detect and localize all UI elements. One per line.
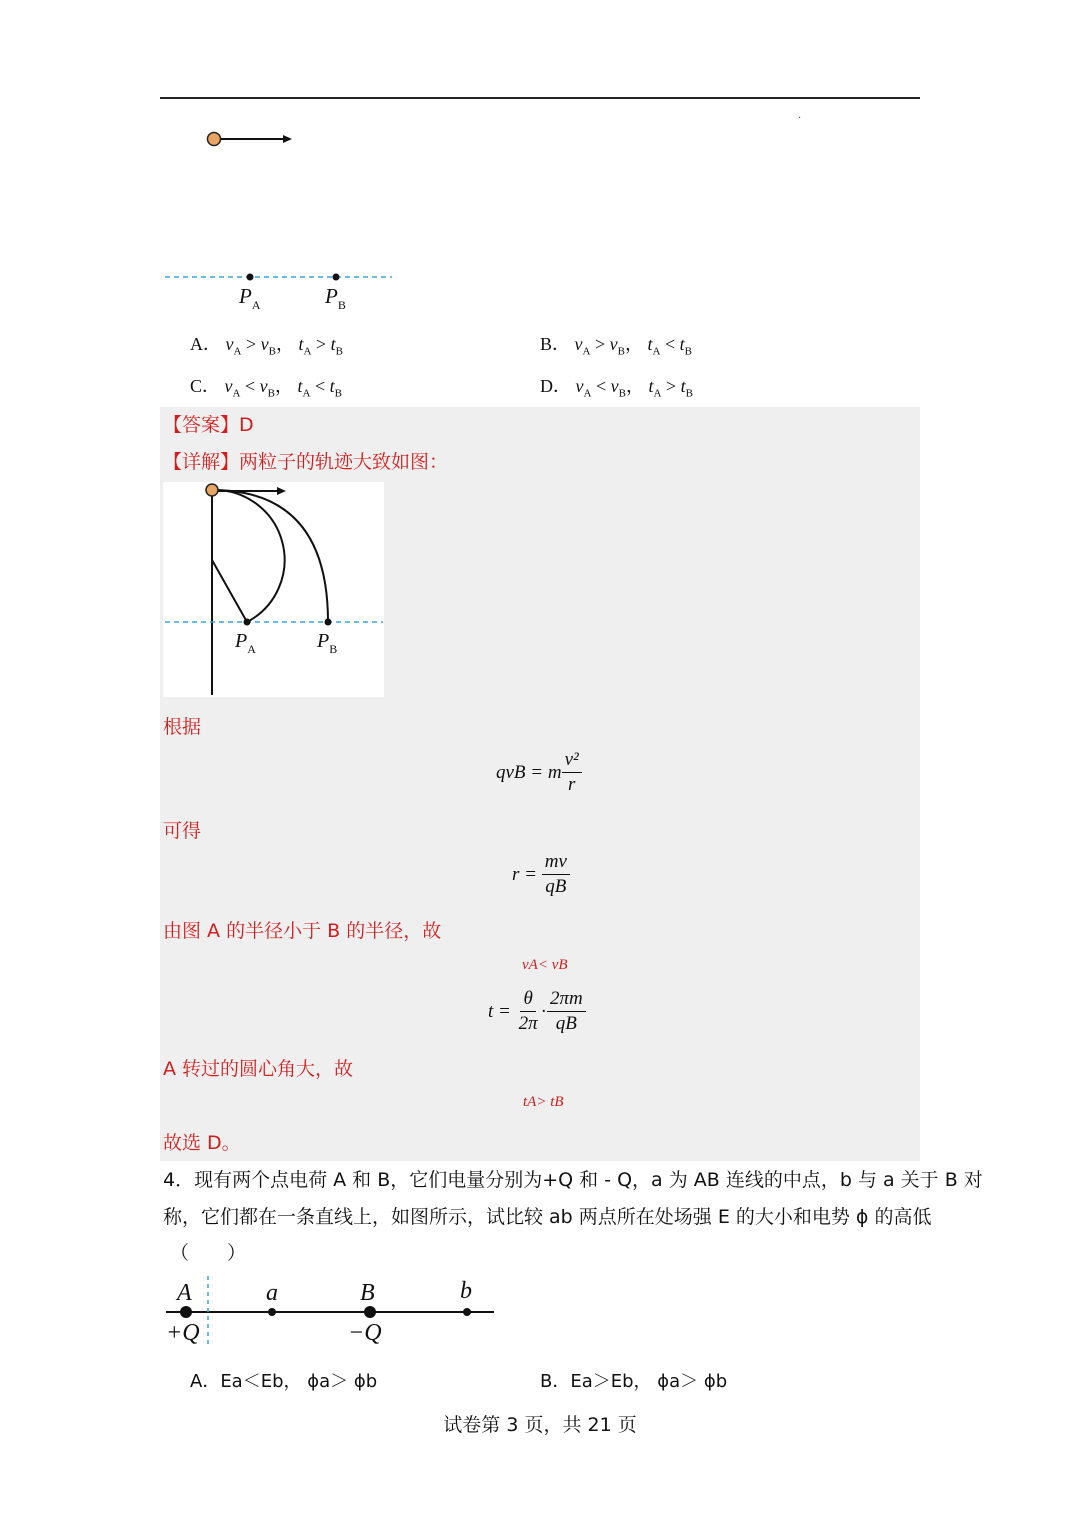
q4-option-a[interactable]: A．Ea＜Eb， ϕa＞ ϕb [190, 1371, 378, 1392]
time-comparison: tA> tB [523, 1094, 564, 1110]
angle-text: A 转过的圆心角大，故 [163, 1058, 354, 1080]
q4-line-1: 4．现有两个点电荷 A 和 B，它们电量分别为+Q 和 - Q，a 为 AB 连线的中点，b 与 a 关于 B 对 [163, 1169, 983, 1191]
label-pb-2: $P_B$ [317, 630, 338, 656]
header-rule [160, 97, 920, 99]
charged-particle [208, 133, 221, 146]
point-pa [247, 274, 254, 281]
label-pb: $P_B$ [325, 284, 346, 312]
q3-boundary-diagram [160, 265, 400, 320]
charged-particle-2 [206, 484, 218, 496]
point-pb [333, 274, 340, 281]
charge-a-dot [180, 1306, 192, 1318]
arrow-head-2 [277, 487, 286, 495]
page-footer: 试卷第 3 页，共 21 页 [443, 1414, 637, 1436]
detail-label: 【详解】两粒子的轨迹大致如图： [163, 451, 449, 473]
obtain-text: 可得 [163, 820, 202, 842]
choose-text: 故选 D。 [163, 1132, 241, 1154]
label-negative-charge: −Q [348, 1320, 382, 1346]
velocity-comparison: vA< vB [522, 957, 568, 973]
q4-line-3: （ ） [170, 1242, 247, 1264]
label-positive-charge: +Q [166, 1320, 200, 1346]
label-charge-b: B [360, 1280, 375, 1306]
label-pa-2: $P_A$ [235, 630, 256, 656]
q4-option-b[interactable]: B．Ea＞Eb， ϕa＞ ϕb [540, 1371, 728, 1392]
arrow-head [283, 135, 292, 143]
answer-label: 【答案】D [163, 414, 254, 436]
equation-lorentz: qvB = m $\frac{\text{v²}}{r}$ [496, 748, 582, 797]
point-pb-2 [325, 619, 332, 626]
q4-line-2: 称，它们都在一条直线上，如图所示，试比较 ab 两点所在处场强 E 的大小和电势 ϕ 的高低 [163, 1206, 932, 1228]
point-b-dot [463, 1308, 471, 1316]
according-text: 根据 [163, 716, 202, 738]
label-charge-a: A [177, 1280, 192, 1306]
equation-time: t = $\frac{\theta}{2\pi}$ · $\frac{2\pi m}{qB}$ [488, 987, 586, 1036]
point-pa-2 [244, 619, 251, 626]
q3-option-b[interactable]: B． $v_A > v_B$， $t_A < t_B$ [540, 334, 692, 358]
point-a-dot [268, 1308, 276, 1316]
equation-radius: r = $\frac{mv}{qB}$ [512, 850, 570, 899]
label-point-a: a [266, 1280, 278, 1306]
q3-ball-arrow [200, 125, 300, 155]
label-point-b: b [460, 1278, 472, 1304]
stray-dot: · [798, 113, 802, 124]
radius-comparison-text: 由图 A 的半径小于 B 的半径，故 [163, 920, 442, 942]
label-pa: $P_A$ [239, 284, 261, 312]
q3-option-a[interactable]: A． $v_A > v_B$， $t_A > t_B$ [190, 334, 343, 358]
radius-line [212, 560, 247, 622]
trajectory-a [212, 490, 285, 622]
q3-option-c[interactable]: C． $v_A < v_B$， $t_A < t_B$ [190, 376, 342, 400]
q3-option-d[interactable]: D． $v_A < v_B$， $t_A > t_B$ [540, 376, 693, 400]
trajectory-diagram [163, 482, 384, 697]
charge-b-dot [364, 1306, 376, 1318]
q4-charge-diagram [160, 1272, 500, 1352]
